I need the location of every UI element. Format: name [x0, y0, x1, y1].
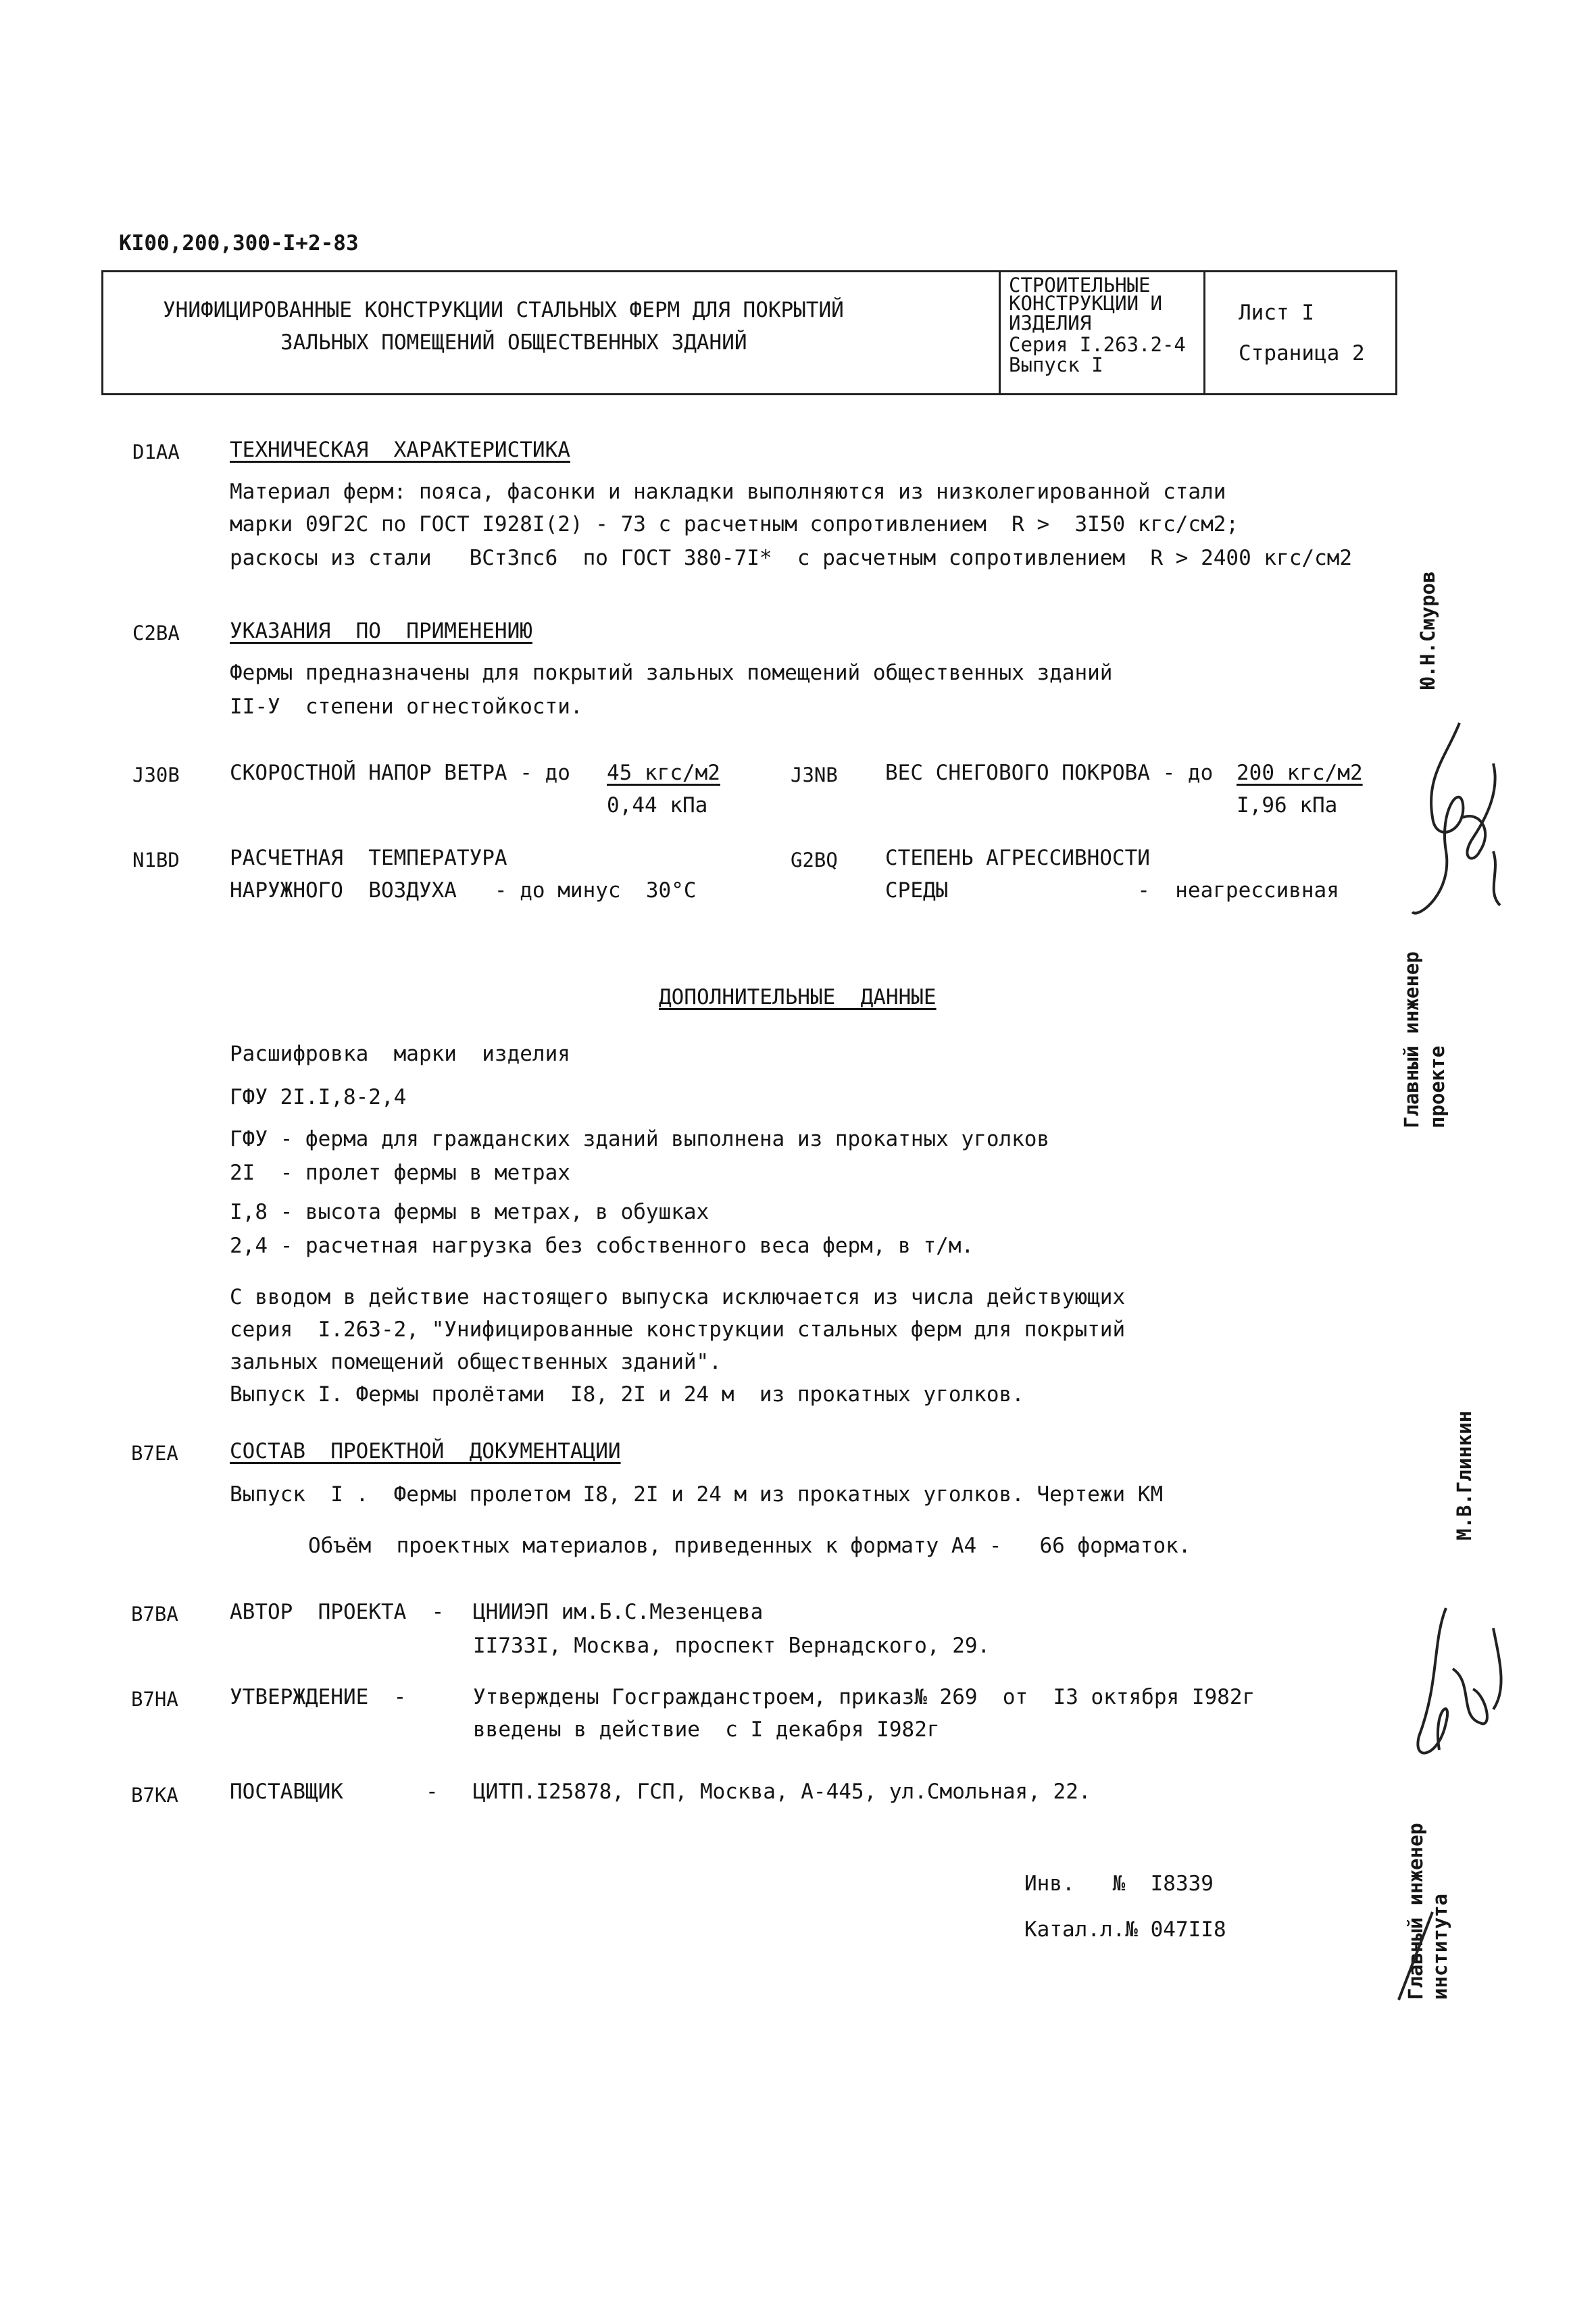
author-label: АВТОР ПРОЕКТА -	[230, 1600, 445, 1624]
section-code: B7KA	[131, 1784, 178, 1807]
title-line-2: ЗАЛЬНЫХ ПОМЕЩЕНИЙ ОБЩЕСТВЕННЫХ ЗДАНИЙ	[280, 330, 747, 355]
usage-line: II-У степени огнестойкости.	[230, 695, 583, 719]
docs-line: Объём проектных материалов, приведенных к формату А4 - 66 форматок.	[308, 1534, 1191, 1558]
section-code: G2BQ	[791, 849, 838, 872]
product-mark: ГФУ 2I.I,8-2,4	[230, 1085, 407, 1109]
signatory-role-1a: Главный инженер	[1400, 951, 1423, 1128]
temperature-value: НАРУЖНОГО ВОЗДУХА - до минус 30°С	[230, 878, 697, 903]
section-code: J3NB	[791, 763, 838, 786]
issue-number: Выпуск I	[1009, 353, 1103, 376]
supplier-dash: -	[426, 1780, 439, 1804]
extra-line: серия I.263-2, "Унифицированные конструкции стальных ферм для покрытий	[230, 1317, 1126, 1342]
section-line-1: СТРОИТЕЛЬНЫЕ	[1009, 274, 1151, 297]
section-code: B7HA	[131, 1688, 178, 1711]
snow-label: ВЕС СНЕГОВОГО ПОКРОВА - до	[885, 761, 1214, 785]
section-heading-extra: ДОПОЛНИТЕЛЬНЫЕ ДАННЫЕ	[659, 985, 937, 1009]
section-code: B7BA	[131, 1603, 178, 1626]
temperature-label: РАСЧЕТНАЯ ТЕМПЕРАТУРА	[230, 846, 507, 870]
snow-value: 200 кгс/м2	[1237, 761, 1363, 785]
section-code: N1BD	[132, 849, 180, 872]
author-line: ЦНИИЭП им.Б.С.Мезенцева	[473, 1600, 764, 1624]
signatory-role-2a: Главный инженер	[1404, 1823, 1427, 2000]
extra-line: 2,4 - расчетная нагрузка без собственного веса ферм, в т/м.	[230, 1234, 974, 1258]
extra-line: I,8 - высота фермы в метрах, в обушках	[230, 1200, 709, 1224]
signature-chief-engineer-institute	[1392, 1588, 1527, 2007]
supplier-label: ПОСТАВЩИК	[230, 1780, 343, 1804]
aggressiveness-label: СТЕПЕНЬ АГРЕССИВНОСТИ	[885, 846, 1150, 870]
section-heading-docs: СОСТАВ ПРОЕКТНОЙ ДОКУМЕНТАЦИИ	[230, 1439, 621, 1463]
section-code: B7EA	[131, 1442, 178, 1465]
sheet-number: Лист I	[1239, 301, 1314, 325]
extra-line: 2I - пролет фермы в метрах	[230, 1161, 570, 1185]
inventory-number: Инв. № I8339	[1024, 1871, 1214, 1896]
signatory-name-1: Ю.Н.Смуров	[1416, 571, 1439, 689]
section-heading-usage: УКАЗАНИЯ ПО ПРИМЕНЕНИЮ	[230, 619, 532, 643]
section-heading-tech: ТЕХНИЧЕСКАЯ ХАРАКТЕРИСТИКА	[230, 438, 570, 462]
supplier-line: ЦИТП.I25878, ГСП, Москва, А-445, ул.Смольная, 22.	[473, 1780, 1091, 1804]
title-block	[101, 270, 1397, 395]
extra-line: С вводом в действие настоящего выпуска исключается из числа действующих	[230, 1285, 1126, 1309]
section-code: J30B	[132, 763, 180, 786]
tech-line: марки 09Г2С по ГОСТ I928I(2) - 73 с расчетным сопротивлением R > 3I50 кгс/см2;	[230, 512, 1239, 536]
section-code: C2BA	[132, 622, 180, 645]
docs-line: Выпуск I . Фермы пролетом I8, 2I и 24 м из прокатных уголков. Чертежи КМ	[230, 1482, 1164, 1507]
tech-line: раскосы из стали ВСт3пс6 по ГОСТ 380-7I* с расчетным сопротивлением R > 2400 кгс/см2	[230, 546, 1353, 570]
document-code: КI00,200,300-I+2-83	[119, 231, 359, 255]
signature-chief-engineer-project	[1399, 716, 1514, 932]
section-line-3: ИЗДЕЛИЯ	[1009, 311, 1092, 334]
extra-line: ГФУ - ферма для гражданских зданий выполнена из прокатных уголков	[230, 1127, 1050, 1151]
wind-label: СКОРОСТНОЙ НАПОР ВЕТРА - до	[230, 761, 570, 785]
series-number: Серия I.263.2-4	[1009, 333, 1186, 356]
signatory-role-2b: института	[1428, 1893, 1451, 2000]
section-code: D1AA	[132, 441, 180, 463]
approval-line: Утверждены Госгражданстроем, приказ№ 269 от I3 октября I982г	[473, 1685, 1255, 1709]
snow-value-kpa: I,96 кПа	[1237, 793, 1338, 818]
page-number: Страница 2	[1239, 341, 1365, 366]
approval-line: введены в действие с I декабря I982г	[473, 1717, 940, 1742]
wind-value: 45 кгс/м2	[607, 761, 720, 785]
catalog-number: Катал.л.№ 047II8	[1024, 1917, 1226, 1942]
wind-value-kpa: 0,44 кПа	[607, 793, 708, 818]
extra-line: Расшифровка марки изделия	[230, 1042, 570, 1066]
usage-line: Фермы предназначены для покрытий зальных помещений общественных зданий	[230, 661, 1113, 685]
aggressiveness-value: СРЕДЫ - неагрессивная	[885, 878, 1339, 903]
tech-line: Материал ферм: пояса, фасонки и накладки выполняются из низколегированной стали	[230, 480, 1226, 504]
section-line-2: КОНСТРУКЦИИ И	[1009, 292, 1162, 315]
signatory-name-2: М.В.Глинкин	[1453, 1410, 1476, 1540]
extra-line: зальных помещений общественных зданий".	[230, 1350, 722, 1374]
approval-label: УТВЕРЖДЕНИЕ -	[230, 1685, 407, 1709]
extra-line: Выпуск I. Фермы пролётами I8, 2I и 24 м из прокатных уголков.	[230, 1382, 1024, 1407]
author-line: II733I, Москва, проспект Вернадского, 29.	[473, 1634, 991, 1658]
title-line-1: УНИФИЦИРОВАННЫЕ КОНСТРУКЦИИ СТАЛЬНЫХ ФЕРМ ДЛЯ ПОКРЫТИЙ	[163, 298, 844, 322]
signatory-role-1b: проекте	[1426, 1045, 1449, 1128]
